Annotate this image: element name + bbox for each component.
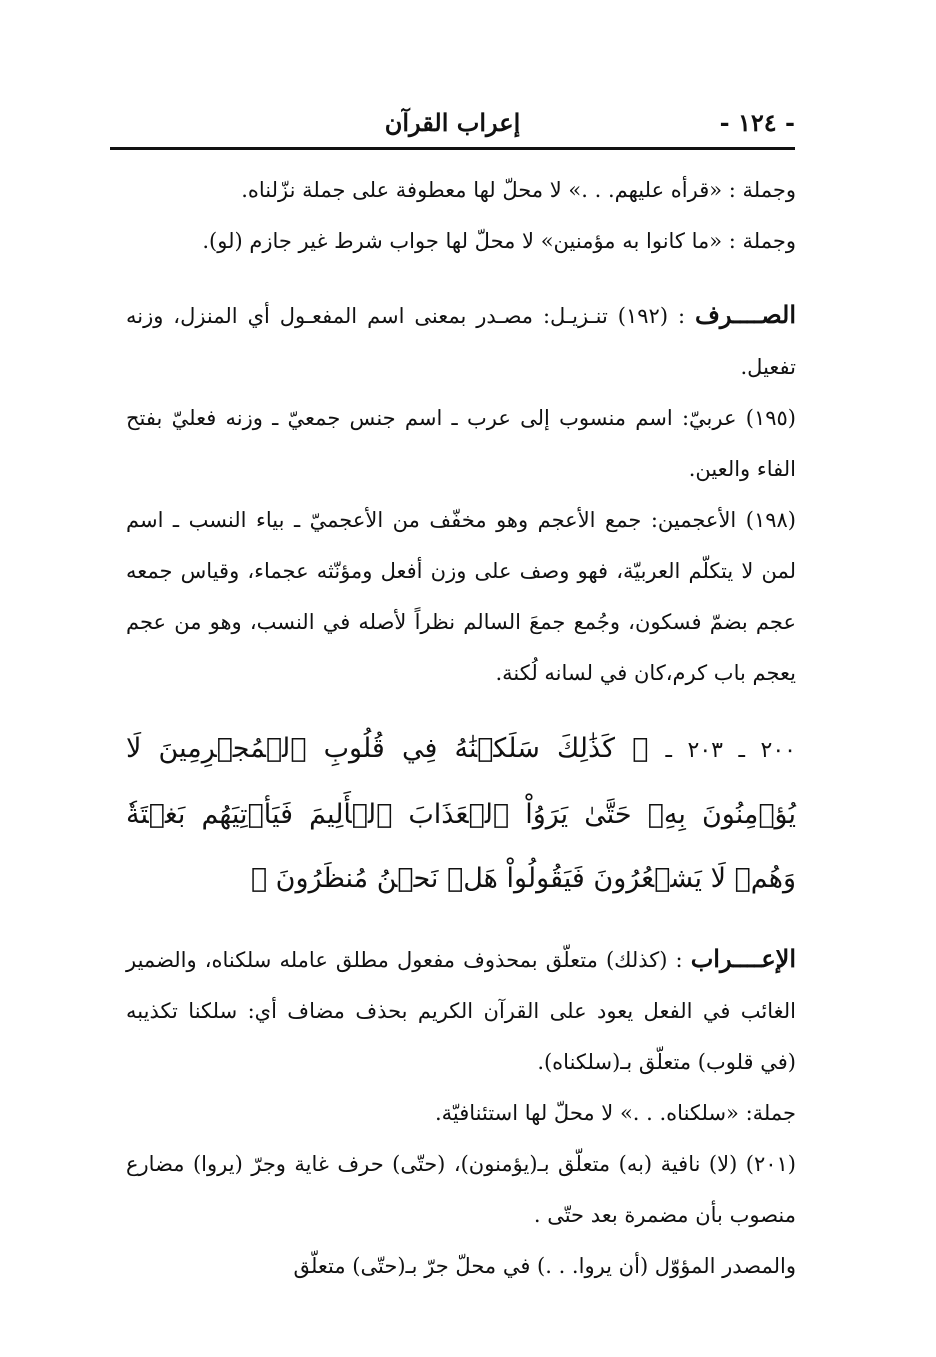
- book-title: إعراب القرآن: [384, 108, 521, 137]
- section-label-irab: الإعــــراب: [690, 944, 796, 973]
- page-number: - ١٢٤ -: [719, 108, 795, 137]
- paragraph-sarf: [126, 289, 796, 393]
- paragraph-1: وجملة : «قرأه عليهم. . .» لا محلّ لها معطوفة على جملة نزّلناه.: [241, 178, 796, 202]
- section-label-sarf: الصــــرف: [694, 300, 796, 329]
- paragraph-irab-text: : (كذلك) متعلّق بمحذوف مفعول مطلق عامله سلكناه، والضمير الغائب في الفعل يعود على القرآن الكريم بحذف مضاف أي: سلكنا تكذيبه (في قلوب) متعلّق بـ(سلكناه).: [126, 948, 796, 1074]
- page-header: [110, 108, 795, 148]
- verse-text: ﴿ كَذَٰلِكَ سَلَكۡنَٰهُ فِي قُلُوبِ ٱلۡمُجۡرِمِينَ لَا يُؤۡمِنُونَ بِهِۦ حَتَّىٰ يَرَوُاْ ٱلۡعَذَابَ ٱلۡأَلِيمَ فَيَأۡتِيَهُم بَغۡتَةٗ وَهُمۡ لَا يَشۡعُرُونَ فَيَقُولُواْ هَلۡ نَحۡنُ مُنظَرُونَ ﴾: [126, 733, 796, 894]
- header-rule: [110, 147, 795, 150]
- paragraph-irab: [126, 933, 796, 1088]
- paragraph-jumla: جملة: «سلكناه. . .» لا محلّ لها استئنافيّة.: [434, 1101, 796, 1125]
- quran-verse: [126, 717, 796, 911]
- paragraph-195: (١٩٥) عربيّ: اسم منسوب إلى عرب ـ اسم جنس جمعيّ ـ وزنه فعليّ بفتح الفاء والعين.: [126, 406, 796, 481]
- paragraph-201: (٢٠١) (لا) نافية (به) متعلّق بـ(يؤمنون)، (حتّى) حرف غاية وجرّ (يروا) مضارع منصوب بأن مضمرة بعد حتّى .: [126, 1152, 796, 1227]
- paragraph-2: وجملة : «ما كانوا به مؤمنين» لا محلّ لها جواب شرط غير جازم (لو).: [202, 229, 796, 253]
- verse-number: ٢٠٠ ـ ٢٠٣ ـ: [665, 738, 796, 763]
- paragraph-198: (١٩٨) الأعجمين: جمع الأعجم وهو مخفّف من الأعجميّ ـ بياء النسب ـ اسم لمن لا يتكلّم العربيّة، فهو وصف على وزن أفعل ومؤنّثه عجماء، وقياس جمعه عجم بضمّ فسكون، وجُمع جمعَ السالم نظراً لأصله في النسب، وهو من عجم يعجم باب كرم،كان في لسانه لُكنة.: [126, 508, 796, 685]
- paragraph-masdar: والمصدر المؤوّل (أن يروا. . .) في محلّ جرّ بـ(حتّى) متعلّق: [293, 1254, 796, 1278]
- paragraph-sarf-text: : (١٩٢) تنـزيـل: مصـدر بمعنى اسم المفعـول أي المنزل، وزنه تفعيل.: [126, 304, 796, 379]
- page-body: [126, 165, 796, 1292]
